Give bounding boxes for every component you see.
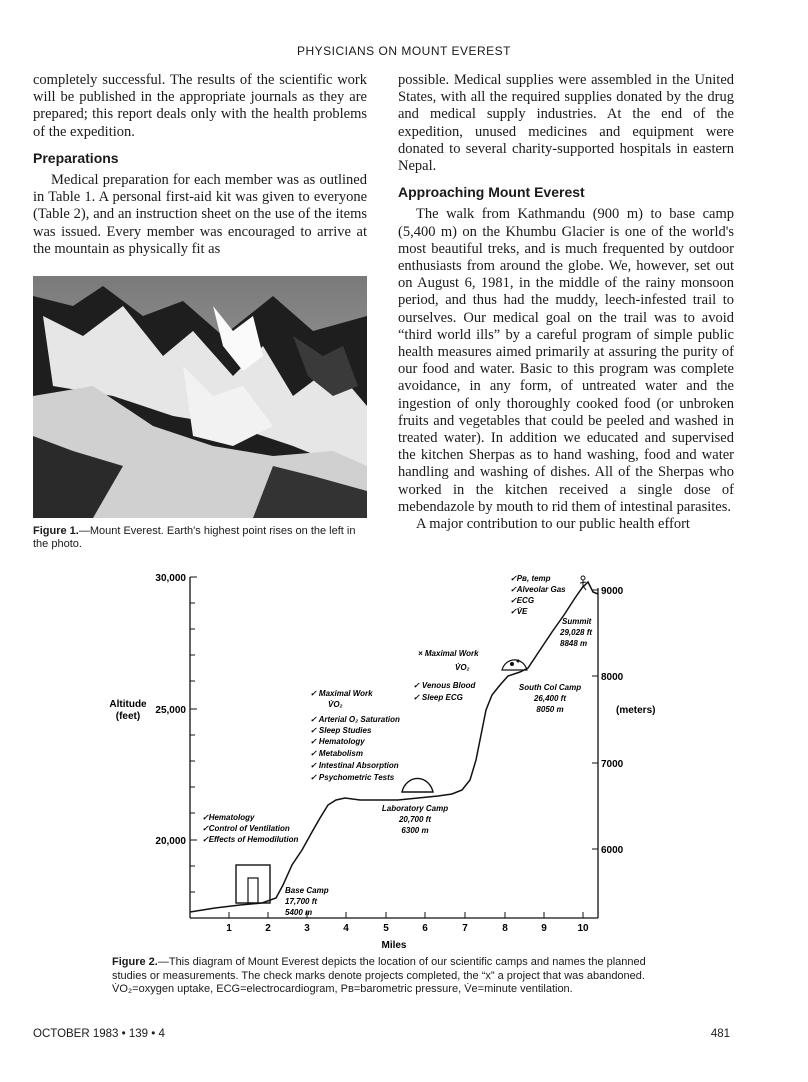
page-number: 481 (710, 1028, 730, 1040)
right-tick-label: 6000 (601, 845, 624, 856)
base-camp-tent-icon (236, 865, 270, 903)
paragraph: completely successful. The results of the scientific work will be published in the appropriate journals as they are prepared; this report deals only with the health problems of the expedition. (33, 72, 367, 140)
lab-camp-label (382, 804, 448, 835)
right-ticks (592, 590, 598, 849)
figure-1-label: Figure 1. (33, 525, 79, 537)
right-tick-label: 8000 (601, 672, 624, 683)
journal-citation: OCTOBER 1983 • 139 • 4 (33, 1028, 165, 1040)
svg-text:✓ Psychometric Tests: ✓ Psychometric Tests (310, 773, 395, 782)
right-column (398, 72, 734, 533)
x-tick-label: 8 (502, 923, 508, 934)
figure-1-caption (33, 525, 367, 551)
base-camp-label (285, 886, 329, 917)
svg-text:South Col Camp: South Col Camp (518, 683, 582, 692)
y-tick-label: 30,000 (155, 573, 186, 584)
svg-text:✓ Maximal Work: ✓ Maximal Work (310, 689, 373, 698)
x-axis-label: Miles (381, 940, 407, 951)
svg-text:✓Hematology: ✓Hematology (202, 813, 255, 822)
paragraph: Medical preparation for each member was as outlined in Table 1. A personal first-aid kit was given to everyone (Table 2), and an instruction sheet on the use of the items was issued. Every member was encouraged to arrive at the mountain as physically fit as (33, 172, 367, 257)
right-tick-label: 7000 (601, 759, 624, 770)
lab-camp-tent-icon (402, 778, 433, 792)
svg-text:5400 m: 5400 m (285, 908, 313, 917)
x-tick-label: 2 (265, 923, 271, 934)
summit-studies (510, 574, 566, 616)
x-tick-label: 3 (304, 923, 310, 934)
paragraph: possible. Medical supplies were assembled in the United States, with all the required supplies donated by the drug and medical supply industries. At the end of the expedition, unused medicines and equipment were donated to several charity-supported hospitals in eastern Nepal. (398, 72, 734, 175)
mountain-profile-line (190, 582, 598, 912)
y-tick-label: 20,000 (155, 836, 186, 847)
svg-text:✓ Sleep Studies: ✓ Sleep Studies (310, 726, 372, 735)
right-axis-unit: (meters) (616, 705, 656, 716)
svg-text:Laboratory Camp: Laboratory Camp (381, 804, 449, 813)
x-tick-label: 4 (343, 923, 349, 934)
x-ticks (229, 912, 583, 918)
section-heading-approach: Approaching Mount Everest (398, 184, 585, 201)
svg-text:✓V̇E: ✓V̇E (510, 607, 528, 616)
south-col-label (519, 683, 581, 714)
figure-2-diagram (0, 560, 808, 960)
summit-label (559, 617, 592, 648)
running-header: PHYSICIANS ON MOUNT EVEREST (297, 44, 511, 58)
paragraph: A major contribution to our public health effort (416, 516, 690, 533)
svg-text:✓ECG: ✓ECG (510, 596, 535, 605)
x-tick-label: 10 (577, 923, 589, 934)
figure-2-text: —This diagram of Mount Everest depicts the location of our scientific camps and names the planned studies or measurements. The check marks denote projects completed, the “x” a project that was abandoned. V̇O₂=oxygen uptake, ECG=electrocardiogram, Pʙ=barometric pressure, V̇e=minute ventilation. (112, 956, 646, 995)
everest-photo (33, 276, 367, 518)
svg-text:✓ Venous Blood: ✓ Venous Blood (413, 681, 476, 690)
svg-text:V̇O₂: V̇O₂ (328, 700, 343, 709)
svg-text:V̇O₂: V̇O₂ (455, 663, 470, 672)
base-camp-studies (202, 813, 298, 844)
svg-text:✓Pʙ, temp: ✓Pʙ, temp (510, 574, 551, 583)
svg-text:17,700 ft: 17,700 ft (285, 897, 318, 906)
svg-text:✓ Sleep ECG: ✓ Sleep ECG (413, 693, 463, 702)
figure-2-label: Figure 2. (112, 956, 158, 968)
figure-2-caption (112, 956, 656, 997)
svg-text:✓Effects of Hemodilution: ✓Effects of Hemodilution (202, 835, 299, 844)
right-tick-label: 9000 (601, 586, 624, 597)
cloud-dot-icon (510, 662, 514, 666)
door-icon (248, 878, 258, 903)
svg-text:✓Control of Ventilation: ✓Control of Ventilation (202, 824, 290, 833)
x-tick-label: 6 (422, 923, 428, 934)
figure-1-text: —Mount Everest. Earth's highest point rises on the left in the photo. (33, 525, 356, 550)
svg-text:20,700 ft: 20,700 ft (398, 815, 432, 824)
svg-text:29,028 ft: 29,028 ft (560, 628, 593, 637)
svg-text:✓ Metabolism: ✓ Metabolism (310, 749, 363, 758)
svg-text:Base Camp: Base Camp (285, 886, 329, 895)
left-minor-ticks (190, 577, 197, 892)
south-col-tent-icon (502, 660, 527, 670)
y-axis-label: Altitude (109, 699, 147, 710)
left-column (33, 72, 367, 258)
svg-text:6300 m: 6300 m (401, 826, 429, 835)
x-tick-label: 5 (383, 923, 389, 934)
svg-text:✓ Arterial O₂ Saturation: ✓ Arterial O₂ Saturation (310, 715, 400, 724)
south-col-studies (413, 649, 479, 702)
lab-camp-studies (310, 689, 400, 782)
x-tick-label: 9 (541, 923, 547, 934)
svg-text:✓ Intestinal Absorption: ✓ Intestinal Absorption (310, 761, 399, 770)
x-tick-label: 7 (462, 923, 468, 934)
svg-text:× Maximal Work: × Maximal Work (418, 649, 479, 658)
svg-text:8848 m: 8848 m (560, 639, 588, 648)
y-tick-label: 25,000 (155, 705, 186, 716)
paragraph: The walk from Kathmandu (900 m) to base camp (5,400 m) on the Khumbu Glacier is one of the world's most beautiful treks, and is much frequented by outdoor enthusiasts from around the globe. We, however, set out on August 6, 1981, in the middle of the rainy monsoon period, and thus had the muddy, leech-infested trail to ourselves. Our medical goal on the trail was to avoid “third world ills” by a careful program of simple public health measures aimed primarily at assuring the purity of our food and water. Basic to this program was complete avoidance, in any form, of untreated water and the ingestion of only thoroughly cooked food (or unbroken fruits and vegetables that could be peeled and washed in treated water). In addition we educated and supervised the kitchen Sherpas as to hand washing, food and water handling and washing of dishes. All of the Sherpas who worked in the kitchen received a single dose of mebendazole by mouth to rid them of intestinal parasites. (398, 206, 734, 515)
svg-text:Summit: Summit (562, 617, 592, 626)
cloud-dot-icon (517, 660, 520, 663)
svg-text:8050 m: 8050 m (536, 705, 564, 714)
svg-text:✓Alveolar Gas: ✓Alveolar Gas (510, 585, 566, 594)
x-tick-label: 1 (226, 923, 232, 934)
svg-text:✓ Hematology: ✓ Hematology (310, 737, 365, 746)
svg-text:26,400 ft: 26,400 ft (533, 694, 567, 703)
y-axis-unit: (feet) (115, 711, 141, 722)
section-heading-preparations: Preparations (33, 149, 119, 166)
